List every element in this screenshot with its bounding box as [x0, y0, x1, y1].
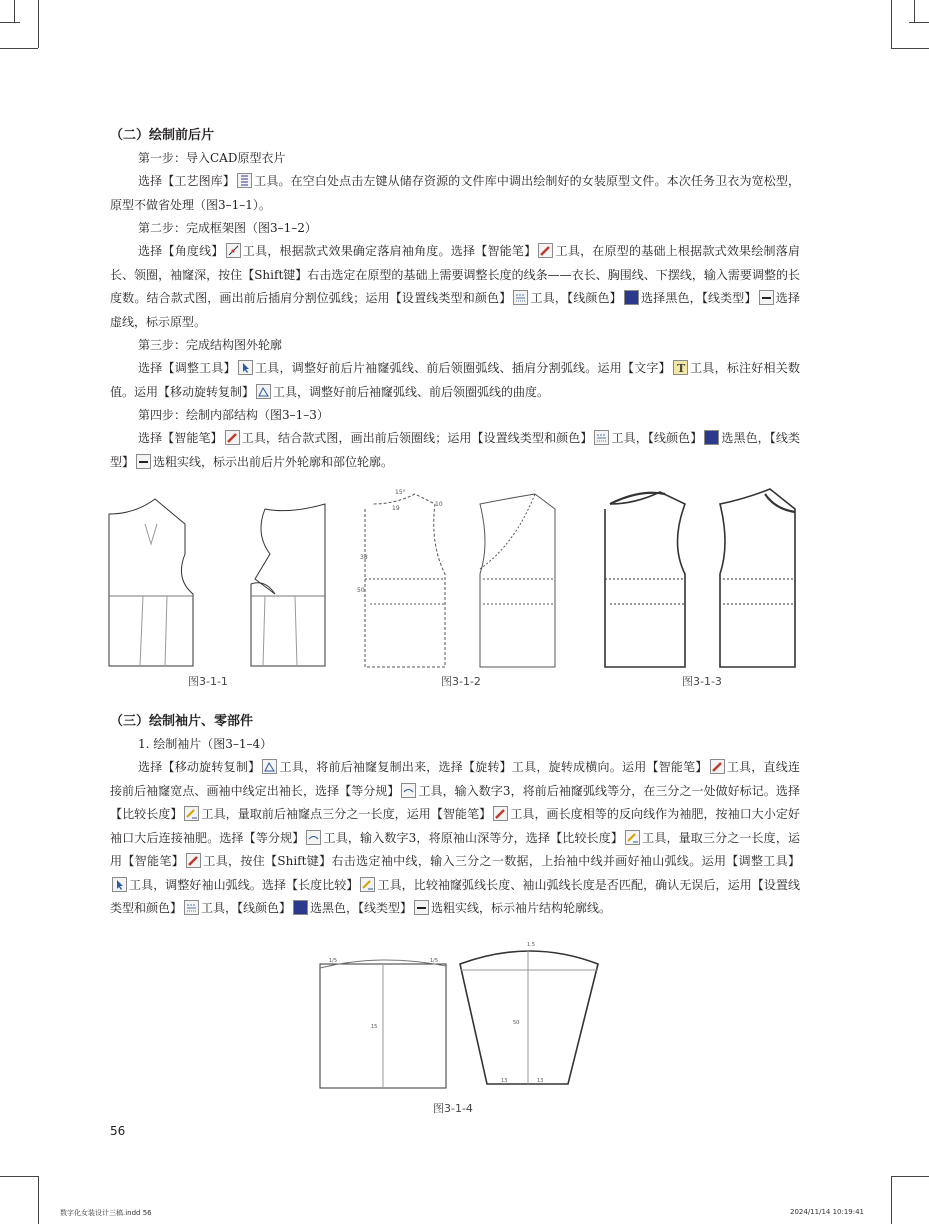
smart-pen-icon — [493, 806, 508, 821]
label-fifty: 50 — [357, 587, 365, 594]
label-fifty-sleeve: 50 — [513, 1020, 520, 1026]
section-3-text — [110, 713, 800, 921]
line-type-color-icon — [594, 430, 609, 445]
section-3-title: （三）绘制袖片、零部件 — [110, 714, 254, 729]
library-icon — [237, 173, 252, 188]
compare-length-icon — [184, 806, 199, 821]
label-nineteen: 19 — [392, 505, 400, 512]
line-type-icon — [759, 290, 774, 305]
figure-caption-3-1-1: 图3-1-1 — [188, 675, 228, 688]
compare-length-icon — [625, 830, 640, 845]
figure-caption-3-1-3: 图3-1-3 — [682, 675, 722, 688]
figure-caption-3-1-2: 图3-1-2 — [441, 675, 481, 688]
file-info: 数字化女装设计三稿.indd 56 — [60, 1209, 152, 1217]
line-type-icon — [414, 900, 429, 915]
divider-icon — [306, 830, 321, 845]
crop-mark — [891, 48, 929, 49]
label-angle: 15° — [395, 489, 406, 496]
svg-text:T: T — [676, 362, 686, 374]
paragraph-2: 选择【角度线】 工具，根据款式效果确定落肩袖角度。选择【智能笔】 工具，在原型的基础上根据款式效果绘制落肩长、领圈，袖窿深，按住【Shift键】右击选定在原型的基础上需要调整长度的线条——衣长、胸围线、下摆线，输入需要调整的长度数。结合款式图，画出前后插肩分割位弧线；运用【设置线类型和颜色】 工具，【线颜色】 选择黑色，【线类型】 选择虚线，标示原型。 — [110, 244, 800, 329]
crop-mark — [0, 22, 20, 23]
figure-3-1-3 — [605, 489, 795, 667]
label-one-five: 1.5 — [527, 942, 535, 948]
line-type-icon — [136, 454, 151, 469]
crop-mark — [38, 1176, 39, 1224]
figure-3-1-2 — [365, 494, 555, 667]
crop-mark — [0, 1176, 38, 1177]
crop-mark — [891, 1176, 929, 1177]
main-text — [110, 127, 800, 474]
step-2: 第二步：完成框架图（图3–1–2） — [138, 221, 317, 235]
smart-pen-icon — [538, 243, 553, 258]
paragraph-3: 选择【调整工具】 工具，调整好前后片袖窿弧线、前后领圈弧线、插肩分割弧线。运用【文字】 T 工具，标注好相关数值。运用【移动旋转复制】 工具，调整好前后袖窿弧线、前后领圈弧线的曲度。 — [110, 361, 800, 399]
text-tool-icon — [673, 360, 688, 375]
step-4: 第四步：绘制内部结构（图3–1–3） — [138, 408, 329, 422]
divider-icon — [401, 783, 416, 798]
line-color-icon — [624, 290, 639, 305]
smart-pen-icon — [710, 759, 725, 774]
label-fifteen: 15 — [371, 1024, 378, 1030]
line-color-icon — [704, 430, 719, 445]
figure-caption-3-1-4: 图3-1-4 — [433, 1102, 473, 1115]
move-rotate-copy-icon — [256, 384, 271, 399]
crop-mark — [0, 48, 38, 49]
line-type-color-icon — [184, 900, 199, 915]
label-thirteen: 13 — [501, 1078, 508, 1084]
figure-3-1-4 — [315, 938, 605, 1098]
label-ten: 10 — [435, 501, 443, 508]
adjust-tool-icon — [238, 360, 253, 375]
paragraph-4: 选择【智能笔】 工具，结合款式图，画出前后领圈线；运用【设置线类型和颜色】 工具，【线颜色】 选黑色，【线类型】 选粗实线，标示出前后片外轮廓和部位轮廓。 — [110, 431, 800, 469]
crop-mark — [14, 0, 15, 22]
compare-length-icon — [360, 877, 375, 892]
section-2-title: （二）绘制前后片 — [110, 128, 215, 143]
angle-line-icon — [226, 243, 241, 258]
crop-mark — [909, 22, 929, 23]
line-type-color-icon — [513, 290, 528, 305]
sleeve-step-1: 1. 绘制袖片（图3–1–4） — [138, 737, 273, 751]
crop-mark — [891, 1176, 892, 1224]
figure-3-1-1 — [109, 499, 325, 666]
crop-mark — [891, 0, 892, 48]
paragraph-1: 选择【工艺图库】 工具。在空白处点击左键从储存资源的文件库中调出绘制好的女装原型文件。本次任务卫衣为宽松型，原型不做省处理（图3–1–1）。 — [110, 174, 800, 212]
label-thirteen: 13 — [537, 1078, 544, 1084]
step-1: 第一步：导入CAD原型衣片 — [138, 151, 286, 165]
label-one-fifth: 1/5 — [329, 958, 338, 964]
step-3: 第三步：完成结构图外轮廓 — [138, 338, 283, 352]
label-one-fifth: 1/5 — [430, 958, 439, 964]
print-timestamp: 2024/11/14 10:19:41 — [790, 1208, 865, 1216]
pattern-figures-row — [105, 484, 815, 674]
adjust-tool-icon — [112, 877, 127, 892]
smart-pen-icon — [225, 430, 240, 445]
move-rotate-copy-icon — [262, 759, 277, 774]
smart-pen-icon — [186, 853, 201, 868]
line-color-icon — [293, 900, 308, 915]
page-number: 56 — [110, 1124, 126, 1138]
crop-mark — [38, 0, 39, 48]
label-thirtyeight: 38 — [360, 554, 368, 561]
paragraph-sleeve: 选择【移动旋转复制】 工具，将前后袖窿复制出来，选择【旋转】工具，旋转成横向。运用【智能笔】 工具，直线连接前后袖窿宽点、画袖中线定出袖长，选择【等分规】 工具，输入数字3，将前后袖窿弧线等分，在三分之一处做好标记。选择【比较长度】 工具，量取前后袖窿点三分之一长度，运用【智能笔】 工具，画长度相等的反向线作为袖肥，按袖口大小定好袖口大后连接袖肥。选择【等分规】 工具，输入数字3，将原袖山深等分，选择【比较长度】 工具，量取三分之一长度，运用【智能笔】 工具，按住【Shift键】右击选定袖中线，输入三分之一数据，上抬袖中线并画好袖山弧线。运用【调整工具】 工具，调整好袖山弧线。选择【长度比较】 工具，比较袖窿弧线长度、袖山弧线长度是否匹配，确认无误后，运用【设置线类型和颜色】 工具，【线颜色】 选黑色，【线类型】 选粗实线，标示袖片结构轮廓线。 — [110, 760, 800, 915]
crop-mark — [914, 0, 915, 22]
